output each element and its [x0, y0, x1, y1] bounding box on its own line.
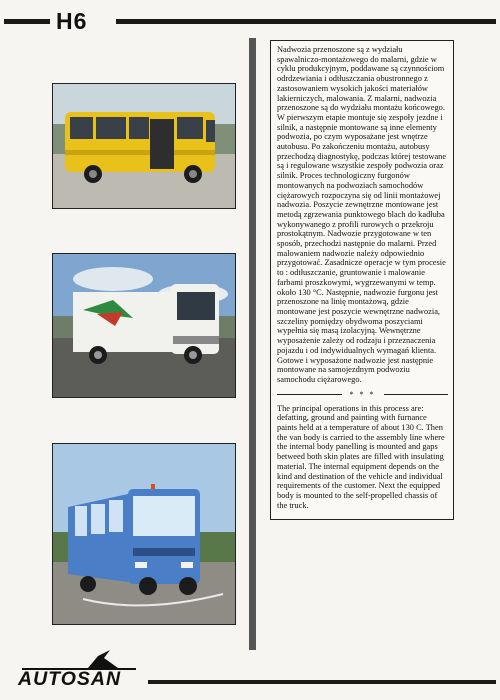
- top-rule-right: [116, 19, 496, 24]
- separator-line-left: [277, 394, 342, 395]
- brand-name: AUTOSAN: [18, 668, 122, 690]
- polish-text: Nadwozia przenoszone są z wydziału spawalniczo-montażowego do malarni, gdzie w cyklu produkcyjnym, poddawane są czynnościom odrdzewiania i odtłuszczania obustronnego z zastosowaniem wysokich jakości materiałów lakierniczych, malowania. Z malarni, nadwozia przenoszone są do wydziału montażu końcowego. W pierwszym etapie montuje się zespoły jezdne i silnik, a następnie montowane są inne elementy podwozia, po czym wyposażane jest wnętrze autobusu. Po zakończeniu montażu, autobusy przechodzą diagnostykę, podczas której testowane są i regulowane wszystkie zespoły podwozia oraz silnik. Proces technologiczny furgonów montowanych na podwoziach samochodów ciężarowych rozpoczyna się od linii montażowej nadwozia. Poszycie zewnętrzne montowane jest metodą zgrzewania punktowego blach do kadłuba wykonywanego z profili rurowych o przekroju prostokątnym. Nadwozie przygotowane w ten sposób, przechodzi następnie do malarni. Przed malowaniem nadwozie należy odpowiednio przygotować. Zasadnicze operacje w tym procesie to : odtłuszczanie, gruntowanie i malowanie farbami proszkowymi, wygrzewanymi w temp. około 130 °C. Następnie, nadwozie furgonu jest przenoszone na linię montażową, gdzie montowane jest poszycie wewnętrzne nadwozia, szczeliny pomiędzy obydwoma poszyciami wypełnia się masą izolacyjną. Wewnętrzne wyposażenie zależy od rodzaju i przeznaczenia pojazdu i od indywidualnych wymagań klienta. Gotowe i wyposażone nadwozie jest następnie montowane na samojezdnym podwoziu samochodu ciężarowego.: [277, 45, 447, 384]
- text-box: [270, 40, 454, 520]
- english-text: The principal operations in this process are: defatting, ground and painting with furnance paints held at a temperature of about 130 C. Then the van body is carried to the assembly line where the internal body panelling is mounted and gaps betweed both skin plates are filled with insulating material. The internal equipment depends on the kind and destination of the vehicle and individual requirements of the customer. Next the equipped body is mounted to the self-propelled chassis of the truck.: [277, 403, 445, 510]
- yellow-minibus-photo: [52, 83, 236, 209]
- separator-stars: * * *: [349, 390, 376, 400]
- separator-line-right: [384, 394, 449, 395]
- top-rule-left: [4, 19, 50, 24]
- vertical-divider: [249, 38, 256, 650]
- blue-bus-photo: [52, 443, 236, 625]
- white-van-photo: [52, 253, 236, 398]
- bottom-rule: [148, 680, 496, 684]
- separator: [277, 391, 448, 399]
- page-code: H6: [56, 8, 88, 34]
